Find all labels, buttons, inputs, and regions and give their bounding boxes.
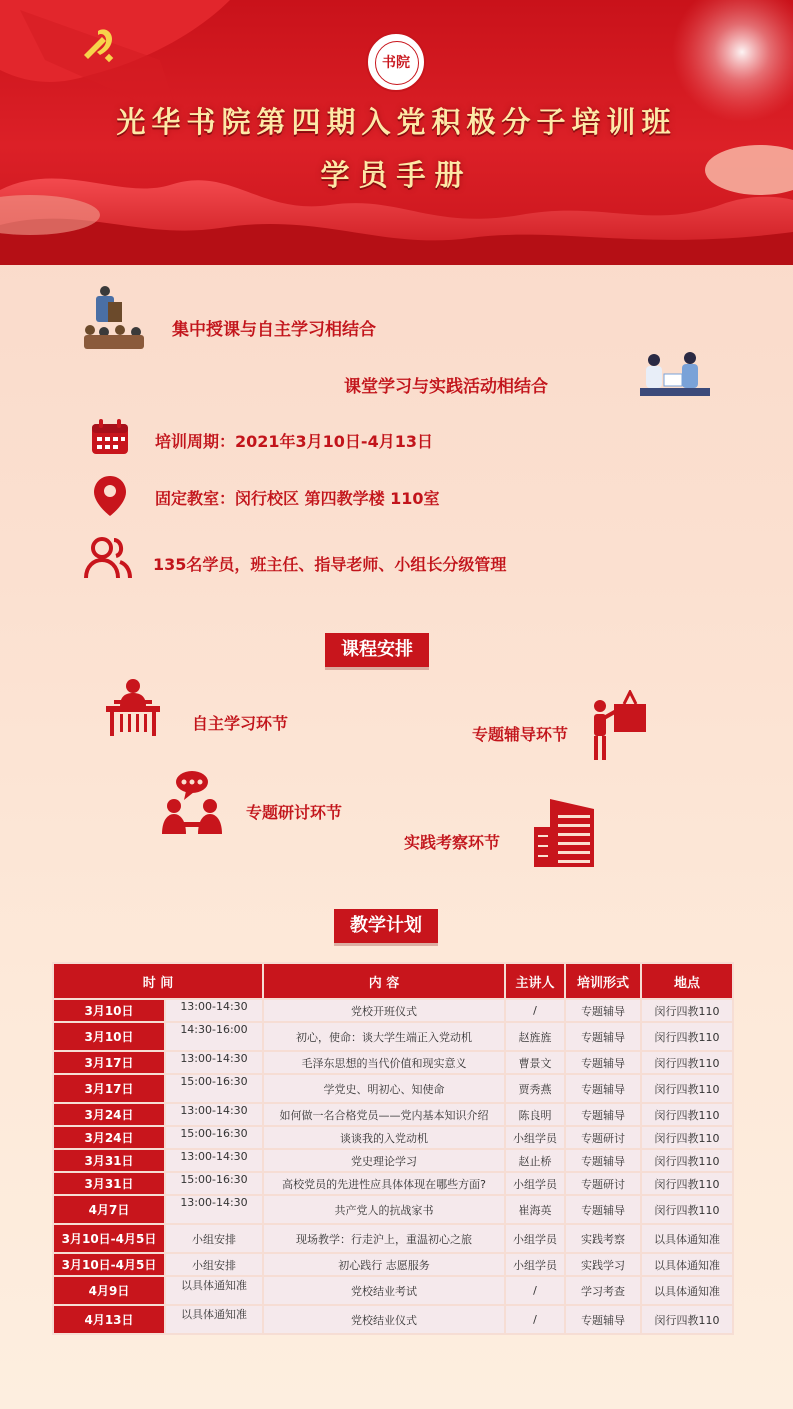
row-content: 毛泽东思想的当代价值和现实意义	[263, 1051, 505, 1074]
row-content: 高校党员的先进性应具体体现在哪些方面?	[263, 1172, 505, 1195]
row-time: 小组安排	[165, 1253, 263, 1276]
course-heading: 课程安排	[325, 633, 429, 667]
row-place: 闵行四教110	[641, 1103, 733, 1126]
row-time: 13:00-14:30	[165, 1195, 263, 1224]
table-row	[53, 1172, 733, 1195]
row-content: 党校开班仪式	[263, 999, 505, 1022]
row-speaker: 小组学员	[505, 1172, 565, 1195]
student-management: 135名学员，班主任、指导老师、小组长分级管理	[153, 555, 507, 574]
row-date: 4月7日	[53, 1195, 165, 1224]
row-content: 谈谈我的入党动机	[263, 1126, 505, 1149]
college-seal	[366, 32, 426, 92]
row-form: 专题辅导	[565, 1103, 641, 1126]
header-speaker: 主讲人	[505, 963, 565, 999]
row-time: 15:00-16:30	[165, 1074, 263, 1103]
row-place: 闵行四教110	[641, 1126, 733, 1149]
row-form: 专题辅导	[565, 999, 641, 1022]
row-date: 3月17日	[53, 1074, 165, 1103]
table-row	[53, 1224, 733, 1253]
row-date: 3月31日	[53, 1149, 165, 1172]
table-row	[53, 1253, 733, 1276]
row-form: 专题辅导	[565, 1022, 641, 1051]
table-row	[53, 1103, 733, 1126]
row-date: 3月10日	[53, 999, 165, 1022]
party-emblem-icon	[76, 25, 118, 67]
calendar-icon	[90, 418, 130, 456]
row-time: 15:00-16:30	[165, 1172, 263, 1195]
page-subtitle: 学员手册	[320, 158, 473, 192]
row-time: 14:30-16:00	[165, 1022, 263, 1051]
row-speaker: 赵止桥	[505, 1149, 565, 1172]
table-row	[53, 1149, 733, 1172]
header-place: 地点	[641, 963, 733, 999]
fixed-classroom: 固定教室：闵行校区 第四教学楼 110室	[155, 489, 440, 508]
header-content: 内 容	[263, 963, 505, 999]
row-place: 闵行四教110	[641, 1172, 733, 1195]
row-content: 如何做一名合格党员——党内基本知识介绍	[263, 1103, 505, 1126]
row-form: 实践考察	[565, 1224, 641, 1253]
row-time: 13:00-14:30	[165, 1103, 263, 1126]
row-date: 3月17日	[53, 1051, 165, 1074]
table-row	[53, 1126, 733, 1149]
row-place: 以具体通知准	[641, 1224, 733, 1253]
row-time: 13:00-14:30	[165, 999, 263, 1022]
table-row	[53, 999, 733, 1022]
people-icon	[84, 536, 132, 580]
discussion-illustration-icon	[640, 350, 710, 400]
row-place: 闵行四教110	[641, 1305, 733, 1334]
row-content: 党校结业考试	[263, 1276, 505, 1305]
lecture-illustration-icon	[82, 282, 146, 352]
row-time: 以具体通知准	[165, 1276, 263, 1305]
stage-lecture: 专题辅导环节	[472, 725, 569, 744]
presentation-icon	[588, 690, 648, 762]
row-speaker: 崔海英	[505, 1195, 565, 1224]
row-form: 专题辅导	[565, 1074, 641, 1103]
row-date: 4月9日	[53, 1276, 165, 1305]
row-form: 实践学习	[565, 1253, 641, 1276]
row-content: 共产党人的抗战家书	[263, 1195, 505, 1224]
stage-seminar: 专题研讨环节	[246, 803, 343, 822]
row-time: 13:00-14:30	[165, 1149, 263, 1172]
stage-practice: 实践考察环节	[404, 833, 501, 852]
row-date: 3月10日	[53, 1022, 165, 1051]
self-study-icon	[104, 676, 162, 738]
row-date: 3月24日	[53, 1126, 165, 1149]
row-speaker: /	[505, 1305, 565, 1334]
table-row	[53, 1051, 733, 1074]
row-time: 15:00-16:30	[165, 1126, 263, 1149]
stage-self-study: 自主学习环节	[192, 714, 289, 733]
row-date: 3月10日-4月5日	[53, 1253, 165, 1276]
row-content: 现场教学：行走沪上，重温初心之旅	[263, 1224, 505, 1253]
row-speaker: 小组学员	[505, 1224, 565, 1253]
table-row	[53, 1305, 733, 1334]
row-speaker: 陈良明	[505, 1103, 565, 1126]
feature-practice: 课堂学习与实践活动相结合	[344, 377, 548, 397]
row-content: 党史理论学习	[263, 1149, 505, 1172]
row-date: 3月24日	[53, 1103, 165, 1126]
row-speaker: /	[505, 1276, 565, 1305]
row-speaker: 贾秀燕	[505, 1074, 565, 1103]
row-speaker: 小组学员	[505, 1126, 565, 1149]
row-place: 以具体通知准	[641, 1276, 733, 1305]
row-place: 闵行四教110	[641, 1022, 733, 1051]
row-time: 小组安排	[165, 1224, 263, 1253]
header-time: 时 间	[53, 963, 263, 999]
row-place: 闵行四教110	[641, 1195, 733, 1224]
row-speaker: /	[505, 999, 565, 1022]
row-speaker: 曹景文	[505, 1051, 565, 1074]
row-date: 3月31日	[53, 1172, 165, 1195]
row-place: 闵行四教110	[641, 1051, 733, 1074]
row-place: 以具体通知准	[641, 1253, 733, 1276]
building-icon	[532, 797, 596, 869]
row-place: 闵行四教110	[641, 999, 733, 1022]
table-row	[53, 1074, 733, 1103]
row-form: 专题辅导	[565, 1149, 641, 1172]
row-form: 专题辅导	[565, 1051, 641, 1074]
row-place: 闵行四教110	[641, 1074, 733, 1103]
row-content: 初心践行 志愿服务	[263, 1253, 505, 1276]
row-form: 专题研讨	[565, 1172, 641, 1195]
row-content: 学党史、明初心、知使命	[263, 1074, 505, 1103]
row-time: 以具体通知准	[165, 1305, 263, 1334]
row-place: 闵行四教110	[641, 1149, 733, 1172]
teaching-plan-table	[52, 962, 734, 1335]
row-time: 13:00-14:30	[165, 1051, 263, 1074]
row-form: 学习考查	[565, 1276, 641, 1305]
table-row	[53, 1195, 733, 1224]
row-speaker: 赵旌旌	[505, 1022, 565, 1051]
plan-heading: 教学计划	[334, 909, 438, 943]
page-title: 光华书院第四期入党积极分子培训班	[116, 105, 677, 139]
row-date: 4月13日	[53, 1305, 165, 1334]
row-content: 初心，使命：谈大学生端正入党动机	[263, 1022, 505, 1051]
training-period: 培训周期：2021年3月10日-4月13日	[155, 432, 433, 451]
table-row	[53, 1022, 733, 1051]
feature-lecture: 集中授课与自主学习相结合	[172, 320, 376, 340]
table-row	[53, 1276, 733, 1305]
location-pin-icon	[92, 474, 128, 518]
seal-text: 书院	[382, 55, 410, 71]
row-speaker: 小组学员	[505, 1253, 565, 1276]
row-form: 专题研讨	[565, 1126, 641, 1149]
header-banner	[0, 0, 793, 265]
header-form: 培训形式	[565, 963, 641, 999]
discussion-icon	[160, 770, 224, 836]
row-form: 专题辅导	[565, 1195, 641, 1224]
row-form: 专题辅导	[565, 1305, 641, 1334]
row-date: 3月10日-4月5日	[53, 1224, 165, 1253]
row-content: 党校结业仪式	[263, 1305, 505, 1334]
